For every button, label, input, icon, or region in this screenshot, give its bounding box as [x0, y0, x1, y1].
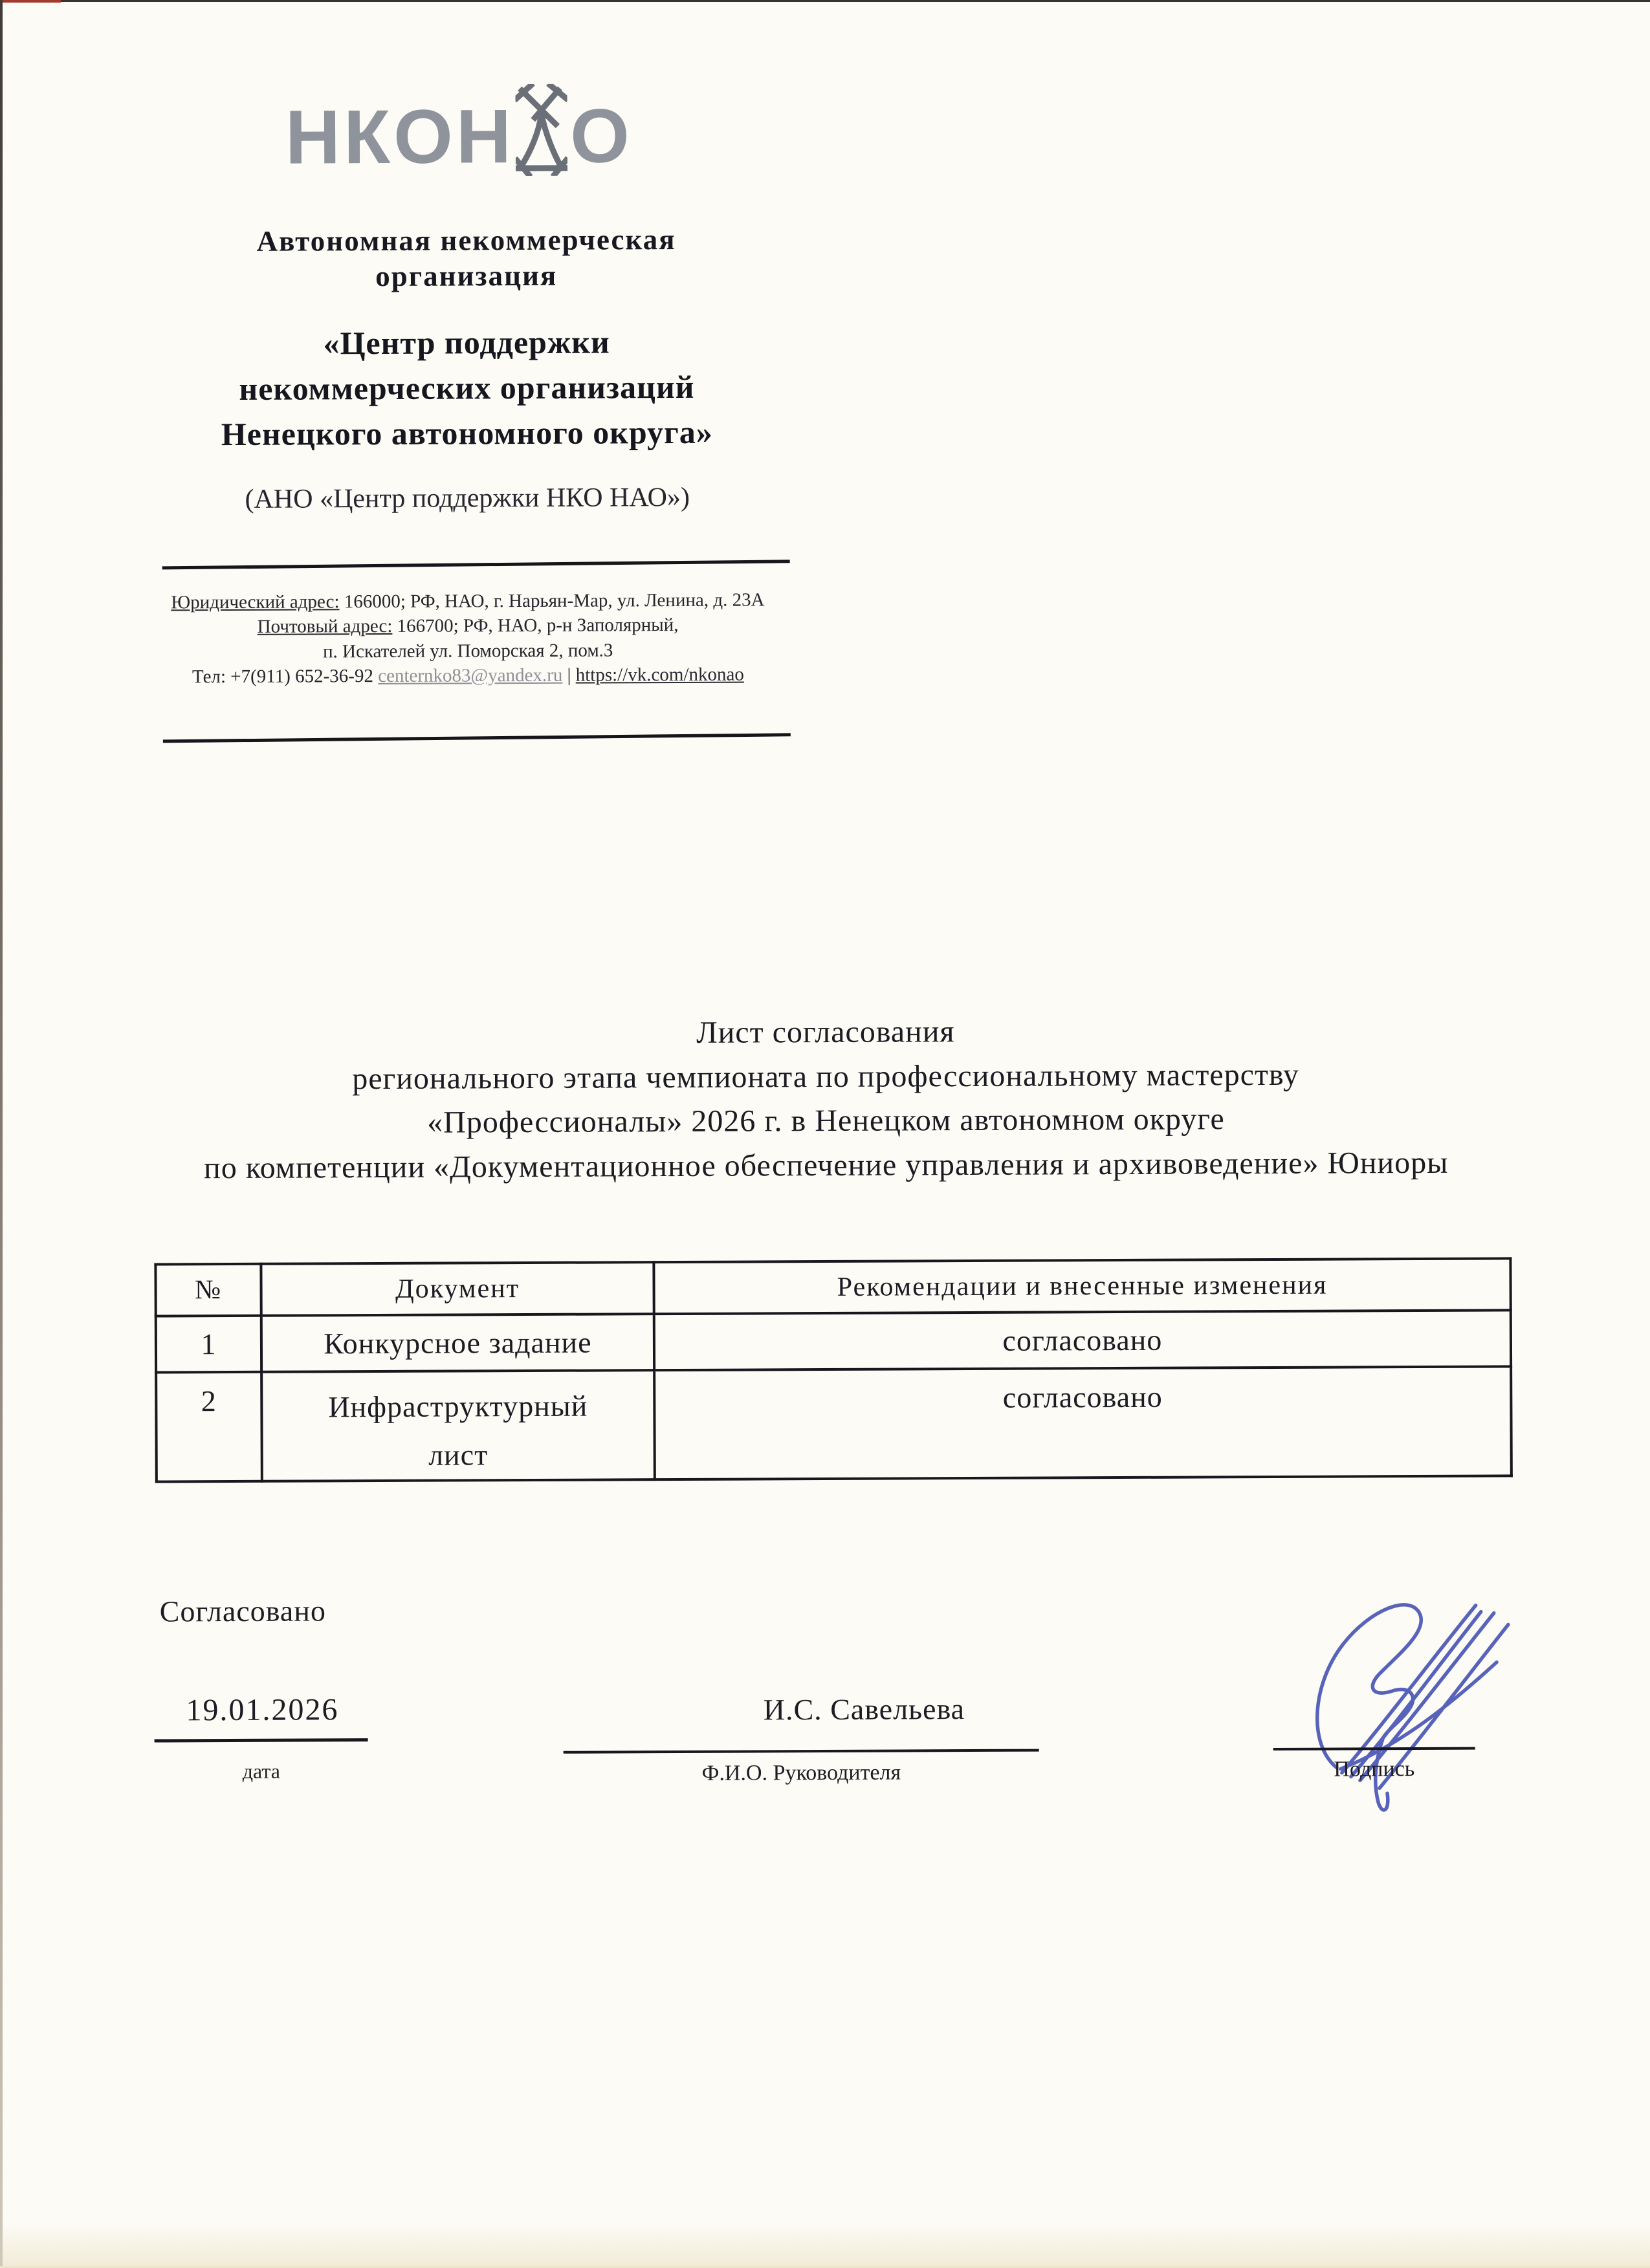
signature-label: Подпись — [1334, 1757, 1415, 1782]
name-underline — [564, 1749, 1039, 1754]
document-cell: Инфраструктурный лист — [261, 1370, 655, 1481]
name-label: Ф.И.О. Руководителя — [701, 1760, 901, 1785]
website-link: https://vk.com/nkonao — [575, 664, 744, 686]
scan-mark-red — [3, 0, 61, 3]
email-link: centernko83@yandex.ru — [378, 664, 563, 686]
scan-edge-top — [0, 0, 1650, 2]
org-name-heading: «Центр поддержки некоммерческих организаций Ненецкого автономного округа» — [221, 323, 713, 453]
date-label: дата — [242, 1759, 281, 1783]
date-underline — [155, 1738, 368, 1742]
document-title — [72, 1007, 1580, 1192]
col-header-document: Документ — [261, 1262, 654, 1316]
postal-address-value: 166700; РФ, НАО, р-н Заполярный, — [392, 615, 679, 637]
scan-edge-left — [0, 0, 3, 2268]
postal-address-label: Почтовый адрес: — [257, 616, 393, 638]
phone-number: Тел: +7(911) 652-36-92 — [192, 665, 379, 688]
legal-address-value: 166000; РФ, НАО, г. Нарьян-Мар, ул. Ленина, д. 23А — [339, 589, 765, 613]
legal-address-label: Юридический адрес: — [171, 591, 340, 613]
document-cell: Конкурсное задание — [261, 1314, 654, 1372]
table-row — [156, 1366, 1512, 1481]
col-header-number: № — [155, 1264, 261, 1316]
logo-ornament-a-icon — [516, 84, 568, 176]
logo-text-left: НКОН — [285, 94, 515, 180]
recommendation-cell: согласовано — [654, 1310, 1511, 1370]
title-line-3: «Профессионалы» 2026 г. в Ненецком автономном округе — [427, 1102, 1225, 1140]
approval-status: Согласовано — [159, 1594, 327, 1628]
letterhead-rule-bottom — [163, 733, 791, 743]
table-row — [156, 1310, 1511, 1372]
approval-date: 19.01.2026 — [186, 1692, 339, 1728]
scan-edge-bottom — [0, 2223, 1650, 2268]
table-header-row — [155, 1258, 1510, 1316]
recommendation-cell: согласовано — [654, 1366, 1512, 1479]
logo-text-right: О — [569, 93, 633, 179]
title-line-4: по компетенции «Документационное обеспечение управления и архивоведение» Юниоры — [203, 1145, 1449, 1186]
approval-table — [154, 1257, 1512, 1483]
title-line-1: Лист согласования — [696, 1014, 955, 1050]
org-logo — [285, 83, 633, 180]
signature-image — [1303, 1574, 1524, 1820]
letterhead-rule-top — [162, 560, 790, 569]
legal-address-line — [144, 587, 791, 615]
postal-address-line2: п. Искателей ул. Поморская 2, пом.3 — [323, 639, 613, 662]
head-name: И.С. Савельева — [763, 1692, 965, 1727]
org-type-heading: Автономная некоммерческая организация — [256, 223, 676, 292]
postal-address-line — [144, 612, 791, 640]
title-line-2: регионального этапа чемпионата по профессиональному мастерству — [352, 1057, 1300, 1096]
row-number-cell: 2 — [156, 1372, 262, 1482]
org-short-name: (АНО «Центр поддержки НКО НАО») — [245, 482, 690, 514]
col-header-recommendations: Рекомендации и внесенные изменения — [654, 1258, 1510, 1314]
address-block — [144, 587, 792, 689]
row-number-cell: 1 — [156, 1316, 261, 1373]
link-separator: | — [562, 664, 576, 686]
phone-line — [144, 662, 791, 690]
